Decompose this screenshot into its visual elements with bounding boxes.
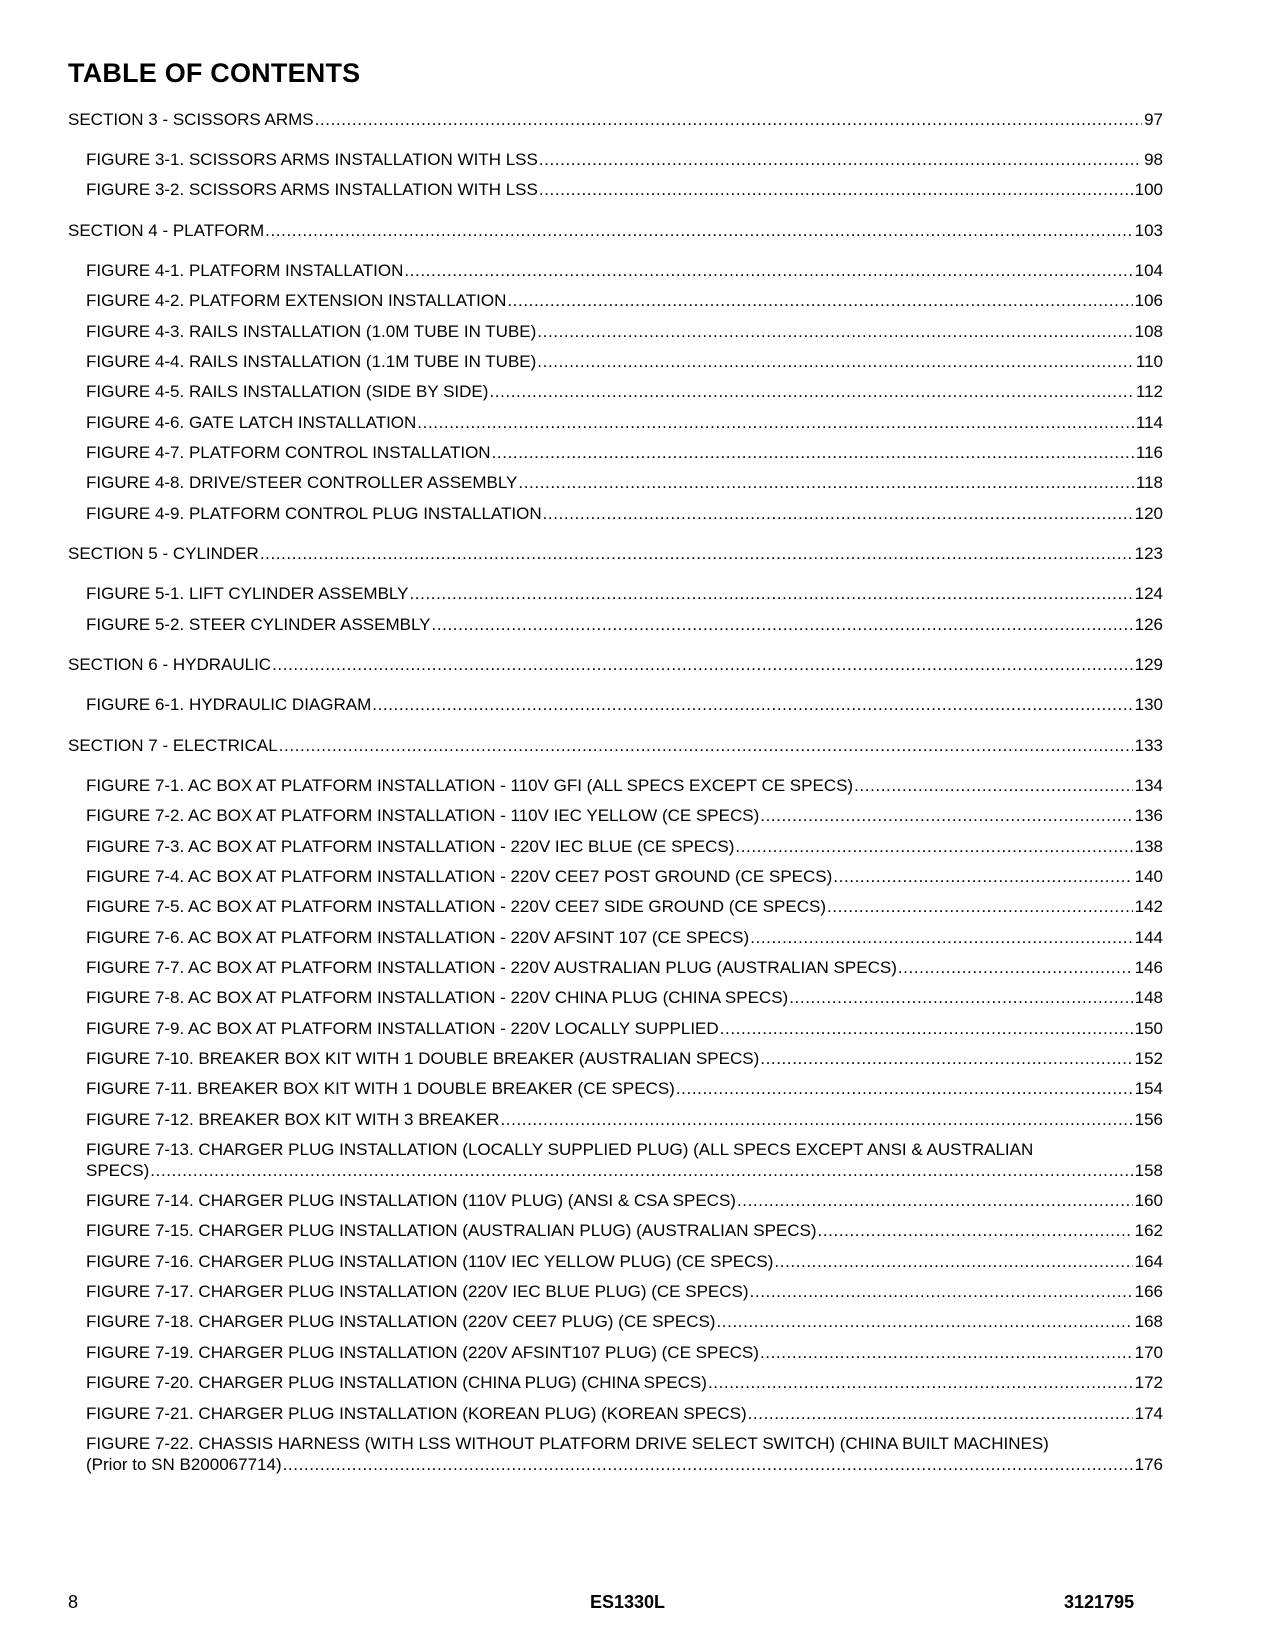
entry-page: 136 (1134, 806, 1163, 825)
entry-title: FIGURE 7-9. AC BOX AT PLATFORM INSTALLATION - 220V LOCALLY SUPPLIED (86, 1019, 719, 1038)
entry-page: 97 (1144, 110, 1163, 129)
toc-figure-entry[interactable] (86, 1372, 1163, 1393)
entry-page: 133 (1134, 736, 1163, 755)
dot-leader (760, 805, 1132, 826)
entry-title: FIGURE 7-20. CHARGER PLUG INSTALLATION (CHINA PLUG) (CHINA SPECS) (86, 1373, 707, 1392)
entry-title: FIGURE 7-1. AC BOX AT PLATFORM INSTALLATION - 110V GFI (ALL SPECS EXCEPT CE SPECS) (86, 776, 854, 795)
dot-leader (818, 1220, 1133, 1241)
entry-page: 162 (1134, 1221, 1163, 1240)
entry-title: FIGURE 3-2. SCISSORS ARMS INSTALLATION WITH LSS (86, 180, 538, 199)
toc-figure-entry[interactable] (86, 179, 1163, 200)
entry-title: FIGURE 7-8. AC BOX AT PLATFORM INSTALLATION - 220V CHINA PLUG (CHINA SPECS) (86, 988, 789, 1007)
entry-page: 123 (1134, 544, 1163, 563)
entry-title: FIGURE 7-10. BREAKER BOX KIT WITH 1 DOUBLE BREAKER (AUSTRALIAN SPECS) (86, 1049, 760, 1068)
entry-title: FIGURE 7-5. AC BOX AT PLATFORM INSTALLATION - 220V CEE7 SIDE GROUND (CE SPECS) (86, 897, 826, 916)
dot-leader (543, 503, 1133, 524)
entry-page: 168 (1134, 1312, 1163, 1331)
entry-page: 114 (1135, 413, 1163, 432)
entry-page: 148 (1134, 988, 1163, 1007)
toc-figure-entry[interactable] (86, 987, 1163, 1008)
entry-page: 152 (1134, 1049, 1163, 1068)
dot-leader (283, 1454, 1133, 1475)
entry-page: 158 (1134, 1161, 1163, 1180)
toc-figure-entry[interactable] (86, 1342, 1163, 1363)
entry-page: 134 (1134, 776, 1163, 795)
entry-title: FIGURE 4-3. RAILS INSTALLATION (1.0M TUBE IN TUBE) (86, 322, 537, 341)
entry-page: 172 (1134, 1373, 1163, 1392)
toc-figure-entry[interactable] (86, 321, 1163, 342)
entry-page: 170 (1134, 1343, 1163, 1362)
entry-title: FIGURE 4-9. PLATFORM CONTROL PLUG INSTALLATION (86, 504, 542, 523)
entry-title: FIGURE 7-16. CHARGER PLUG INSTALLATION (110V IEC YELLOW PLUG) (CE SPECS) (86, 1252, 774, 1271)
entry-title-continued: SPECS) (86, 1161, 150, 1180)
toc-figure-entry[interactable] (86, 1403, 1163, 1424)
entry-title: SECTION 5 - CYLINDER (68, 544, 259, 563)
toc-figure-entry[interactable] (86, 503, 1163, 524)
entry-title: FIGURE 7-21. CHARGER PLUG INSTALLATION (KOREAN PLUG) (KOREAN SPECS) (86, 1404, 747, 1423)
entry-title: FIGURE 4-1. PLATFORM INSTALLATION (86, 261, 404, 280)
entry-title: SECTION 7 - ELECTRICAL (68, 736, 278, 755)
dot-leader (760, 1048, 1132, 1069)
dot-leader (748, 1403, 1133, 1424)
toc-figure-entry[interactable] (86, 805, 1163, 826)
toc-figure-entry[interactable] (86, 583, 1163, 604)
dot-leader (735, 836, 1132, 857)
dot-leader (315, 109, 1142, 130)
toc-figure-entry[interactable] (86, 149, 1163, 170)
dot-leader (404, 260, 1132, 281)
dot-leader (760, 1342, 1133, 1363)
entry-title: FIGURE 7-18. CHARGER PLUG INSTALLATION (220V CEE7 PLUG) (CE SPECS) (86, 1312, 716, 1331)
dot-leader (507, 290, 1132, 311)
entry-page: 164 (1134, 1252, 1163, 1271)
dot-leader (750, 1281, 1133, 1302)
dot-leader (898, 957, 1133, 978)
entry-page: 98 (1144, 150, 1163, 169)
dot-leader (789, 987, 1132, 1008)
toc-figure-entry[interactable] (86, 381, 1163, 402)
toc-figure-entry[interactable] (86, 957, 1163, 978)
entry-title: FIGURE 7-11. BREAKER BOX KIT WITH 1 DOUBLE BREAKER (CE SPECS) (86, 1079, 675, 1098)
entry-title: FIGURE 5-2. STEER CYLINDER ASSEMBLY (86, 615, 431, 634)
dot-leader (260, 543, 1133, 564)
entry-page: 156 (1134, 1110, 1163, 1129)
entry-title: FIGURE 5-1. LIFT CYLINDER ASSEMBLY (86, 584, 409, 603)
entry-page: 126 (1134, 615, 1163, 634)
entry-page: 174 (1134, 1404, 1163, 1423)
dot-leader (737, 1190, 1133, 1211)
dot-leader (774, 1251, 1132, 1272)
toc-section-entry[interactable] (68, 735, 1163, 756)
entry-page: 142 (1134, 897, 1163, 916)
toc-section-entry[interactable] (68, 109, 1163, 130)
entry-page: 120 (1134, 504, 1163, 523)
entry-title: FIGURE 7-22. CHASSIS HARNESS (WITH LSS WITHOUT PLATFORM DRIVE SELECT SWITCH) (CHINA BUILT MACHINES) (86, 1434, 1049, 1453)
dot-leader (539, 149, 1142, 170)
dot-leader (537, 351, 1134, 372)
dot-leader (500, 1109, 1132, 1130)
entry-page: 106 (1134, 291, 1163, 310)
entry-title: FIGURE 7-14. CHARGER PLUG INSTALLATION (110V PLUG) (ANSI & CSA SPECS) (86, 1191, 736, 1210)
toc-figure-entry[interactable] (86, 472, 1163, 493)
entry-title: FIGURE 4-6. GATE LATCH INSTALLATION (86, 413, 417, 432)
toc-figure-entry[interactable] (86, 412, 1163, 433)
toc-figure-entry[interactable] (86, 1220, 1163, 1241)
entry-page: 100 (1134, 180, 1163, 199)
entry-title: SECTION 4 - PLATFORM (68, 221, 265, 240)
entry-title: FIGURE 7-12. BREAKER BOX KIT WITH 3 BREAKER (86, 1110, 500, 1129)
dot-leader (833, 866, 1132, 887)
toc-figure-entry[interactable] (86, 260, 1163, 281)
dot-leader (272, 654, 1133, 675)
toc-figure-entry[interactable] (86, 1281, 1163, 1302)
toc-figure-entry[interactable] (86, 1018, 1163, 1039)
dot-leader (676, 1078, 1133, 1099)
entry-page: 138 (1134, 837, 1163, 856)
toc-section-entry[interactable] (68, 543, 1163, 564)
dot-leader (827, 896, 1133, 917)
toc-figure-entry[interactable] (86, 1109, 1163, 1130)
entry-page: 118 (1135, 473, 1163, 492)
entry-title: FIGURE 7-17. CHARGER PLUG INSTALLATION (220V IEC BLUE PLUG) (CE SPECS) (86, 1282, 749, 1301)
entry-page: 108 (1134, 322, 1163, 341)
entry-title: FIGURE 4-2. PLATFORM EXTENSION INSTALLATION (86, 291, 507, 310)
toc-figure-entry[interactable] (86, 1311, 1163, 1332)
entry-page: 129 (1134, 655, 1163, 674)
entry-title: FIGURE 4-5. RAILS INSTALLATION (SIDE BY SIDE) (86, 382, 489, 401)
entry-page: 144 (1134, 928, 1163, 947)
toc-figure-entry[interactable] (86, 927, 1163, 948)
toc-section-entry[interactable] (68, 220, 1163, 241)
dot-leader (492, 442, 1134, 463)
dot-leader (372, 694, 1132, 715)
entry-title: FIGURE 7-19. CHARGER PLUG INSTALLATION (220V AFSINT107 PLUG) (CE SPECS) (86, 1343, 759, 1362)
dot-leader (432, 614, 1133, 635)
entry-title: FIGURE 6-1. HYDRAULIC DIAGRAM (86, 695, 372, 714)
toc-figure-entry[interactable] (86, 614, 1163, 635)
footer-doc-number: 3121795 (1064, 1592, 1135, 1612)
entry-page: 130 (1134, 695, 1163, 714)
toc-figure-entry[interactable] (86, 1251, 1163, 1272)
entry-page: 116 (1135, 443, 1163, 462)
toc-section-entry[interactable] (68, 654, 1163, 675)
toc-figure-entry[interactable] (86, 1190, 1163, 1211)
toc-figure-entry[interactable] (86, 836, 1163, 857)
dot-leader (708, 1372, 1133, 1393)
dot-leader (265, 220, 1132, 241)
entry-page: 150 (1134, 1019, 1163, 1038)
entry-title: FIGURE 7-13. CHARGER PLUG INSTALLATION (LOCALLY SUPPLIED PLUG) (ALL SPECS EXCEPT ANSI & AUSTRALIAN (86, 1140, 1034, 1159)
toc-figure-entry[interactable] (86, 1433, 1163, 1475)
entry-page: 103 (1134, 221, 1163, 240)
dot-leader (539, 179, 1133, 200)
entry-page: 166 (1134, 1282, 1163, 1301)
entry-page: 124 (1134, 584, 1163, 603)
dot-leader (854, 775, 1133, 796)
toc-figure-entry[interactable] (86, 775, 1163, 796)
dot-leader (518, 472, 1133, 493)
toc-figure-entry[interactable] (86, 896, 1163, 917)
entry-title: FIGURE 4-8. DRIVE/STEER CONTROLLER ASSEMBLY (86, 473, 518, 492)
entry-title: FIGURE 7-2. AC BOX AT PLATFORM INSTALLATION - 110V IEC YELLOW (CE SPECS) (86, 806, 760, 825)
toc-figure-entry[interactable] (86, 866, 1163, 887)
entry-title: SECTION 6 - HYDRAULIC (68, 655, 272, 674)
entry-page: 146 (1134, 958, 1163, 977)
toc-figure-entry[interactable] (86, 1139, 1163, 1181)
toc-figure-entry[interactable] (86, 1078, 1163, 1099)
dot-leader (720, 1018, 1133, 1039)
entry-page: 110 (1135, 352, 1163, 371)
dot-leader (489, 381, 1133, 402)
entry-page: 104 (1134, 261, 1163, 280)
entry-title: FIGURE 4-4. RAILS INSTALLATION (1.1M TUBE IN TUBE) (86, 352, 537, 371)
entry-title: FIGURE 3-1. SCISSORS ARMS INSTALLATION WITH LSS (86, 150, 538, 169)
dot-leader (750, 927, 1132, 948)
entry-page: 112 (1135, 382, 1163, 401)
entry-title: FIGURE 7-6. AC BOX AT PLATFORM INSTALLATION - 220V AFSINT 107 (CE SPECS) (86, 928, 750, 947)
entry-title: FIGURE 7-4. AC BOX AT PLATFORM INSTALLATION - 220V CEE7 POST GROUND (CE SPECS) (86, 867, 833, 886)
entry-page: 160 (1134, 1191, 1163, 1210)
page-title: TABLE OF CONTENTS (68, 58, 361, 88)
entry-page: 176 (1134, 1455, 1163, 1474)
footer-model: ES1330L (590, 1592, 666, 1612)
dot-leader (279, 735, 1133, 756)
entry-title: FIGURE 7-7. AC BOX AT PLATFORM INSTALLATION - 220V AUSTRALIAN PLUG (AUSTRALIAN SPECS) (86, 958, 897, 977)
entry-title: SECTION 3 - SCISSORS ARMS (68, 110, 314, 129)
dot-leader (150, 1160, 1132, 1181)
dot-leader (417, 412, 1134, 433)
entry-title: FIGURE 4-7. PLATFORM CONTROL INSTALLATION (86, 443, 491, 462)
dot-leader (409, 583, 1132, 604)
entry-title: FIGURE 7-15. CHARGER PLUG INSTALLATION (AUSTRALIAN PLUG) (AUSTRALIAN SPECS) (86, 1221, 817, 1240)
dot-leader (537, 321, 1132, 342)
entry-title-continued: (Prior to SN B200067714) (86, 1455, 282, 1474)
toc-figure-entry[interactable] (86, 694, 1163, 715)
dot-leader (716, 1311, 1132, 1332)
toc-figure-entry[interactable] (86, 1048, 1163, 1069)
footer-page-number: 8 (68, 1592, 79, 1612)
toc-figure-entry[interactable] (86, 442, 1163, 463)
toc-figure-entry[interactable] (86, 351, 1163, 372)
entry-page: 154 (1134, 1079, 1163, 1098)
toc-figure-entry[interactable] (86, 290, 1163, 311)
entry-title: FIGURE 7-3. AC BOX AT PLATFORM INSTALLATION - 220V IEC BLUE (CE SPECS) (86, 837, 735, 856)
entry-page: 140 (1134, 867, 1163, 886)
